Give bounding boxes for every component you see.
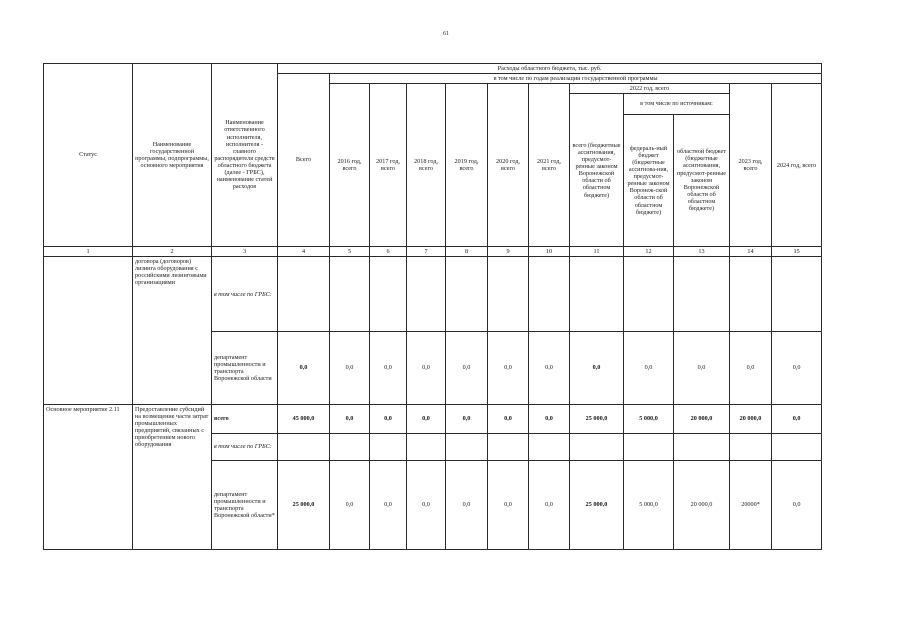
header-2017: 2017 год, всего (370, 84, 407, 247)
dept-label: департамент промышленности и транспорта Воронежской области* (212, 460, 278, 549)
value-cell: 0,0 (370, 460, 407, 549)
program-cell: Предоставление субсидий на возмещение части затрат промышленных предприятий, связанных с приобретением нового оборудования (133, 404, 212, 549)
value-cell: 0,0 (772, 404, 822, 433)
header-by-years: в том числе по годам реализации государственной программы (330, 74, 822, 84)
header-2022-total: всего (бюджетные ассигнования, предусмот-ренные законом Воронежской области об областном бюджете) (570, 94, 624, 246)
value-cell: 0,0 (772, 332, 822, 404)
header-program: Наименование государственной программы, подпрограммы, основного мероприятия (133, 64, 212, 247)
status-cell (44, 257, 133, 404)
header-2020: 2020 год, всего (488, 84, 529, 247)
value-cell: 0,0 (488, 460, 529, 549)
value-cell: 0,0 (330, 332, 370, 404)
value-cell: 0,0 (407, 332, 446, 404)
value-cell: 20000* (730, 460, 772, 549)
value-cell: 0,0 (730, 332, 772, 404)
col-number: 5 (330, 246, 370, 256)
value-cell: 0,0 (407, 404, 446, 433)
value-cell: 20 000,0 (730, 404, 772, 433)
col-number: 12 (624, 246, 674, 256)
col-number: 3 (212, 246, 278, 256)
status-cell: Основное мероприятие 2.11 (44, 404, 133, 549)
value-cell: 0,0 (407, 460, 446, 549)
col-number: 8 (446, 246, 488, 256)
value-cell: 0,0 (370, 332, 407, 404)
value-cell: 0,0 (624, 332, 674, 404)
value-cell: 25 000,0 (570, 460, 624, 549)
col-number: 13 (674, 246, 730, 256)
value-cell: 0,0 (674, 332, 730, 404)
col-number: 4 (278, 246, 330, 256)
header-2021: 2021 год, всего (529, 84, 570, 247)
col-number: 1 (44, 246, 133, 256)
col-number: 10 (529, 246, 570, 256)
header-sources: в том числе по источникам: (624, 94, 730, 114)
header-expenses: Расходы областного бюджета, тыс. руб. (278, 64, 822, 74)
header-2016: 2016 год, всего (330, 84, 370, 247)
header-2023: 2023 год, всего (730, 84, 772, 247)
header-total: Всего (278, 74, 330, 247)
col-number: 15 (772, 246, 822, 256)
value-cell: 0,0 (278, 332, 330, 404)
value-cell: 0,0 (772, 460, 822, 549)
value-cell: 0,0 (446, 404, 488, 433)
value-cell: 0,0 (330, 404, 370, 433)
page-number: 61 (443, 31, 449, 37)
header-2024: 2024 год, всего (772, 84, 822, 247)
grbs-label: в том числе по ГРБС: (212, 433, 278, 460)
value-cell: 0,0 (488, 404, 529, 433)
header-2019: 2019 год, всего (446, 84, 488, 247)
header-2022: 2022 год, всего (570, 84, 730, 94)
header-executor: Наименование ответственного исполнителя, исполнителя - главного распорядителя средств областного бюджета (далее - ГРБС), наименование статей расходов (212, 64, 278, 247)
dept-label: департамент промышленности и транспорта Воронежской области (212, 332, 278, 404)
value-cell: 0,0 (446, 332, 488, 404)
value-cell: 20 000,0 (674, 404, 730, 433)
program-cell: договора (договоров) лизинга оборудования с российскими лизинговыми организациями (133, 257, 212, 404)
value-cell: 0,0 (370, 404, 407, 433)
col-number: 7 (407, 246, 446, 256)
value-cell: 0,0 (488, 332, 529, 404)
value-cell: 0,0 (529, 460, 570, 549)
value-cell: 0,0 (529, 404, 570, 433)
col-number: 9 (488, 246, 529, 256)
grbs-label: в том числе по ГРБС: (212, 257, 278, 332)
value-cell: 20 000,0 (674, 460, 730, 549)
header-status: Статус (44, 64, 133, 247)
header-regional: областной бюджет (бюджетные ассигнования, предусмот-ренные законом Воронежской области об областном бюджете) (674, 114, 730, 246)
budget-table (43, 63, 822, 550)
value-cell: 25 000,0 (570, 404, 624, 433)
value-cell: 25 000,0 (278, 460, 330, 549)
col-number: 2 (133, 246, 212, 256)
value-cell: 0,0 (330, 460, 370, 549)
value-cell: 0,0 (529, 332, 570, 404)
col-number: 11 (570, 246, 624, 256)
header-2018: 2018 год, всего (407, 84, 446, 247)
col-number: 14 (730, 246, 772, 256)
header-federal: федераль-ный бюджет (бюджетные ассигнова-ния, предусмот-ренные законом Воронеж-ской области об областном бюджете) (624, 114, 674, 246)
value-cell: 5 000,0 (624, 460, 674, 549)
value-cell: 45 000,0 (278, 404, 330, 433)
value-cell: 0,0 (446, 460, 488, 549)
value-cell: 0,0 (570, 332, 624, 404)
value-cell: 5 000,0 (624, 404, 674, 433)
col-number: 6 (370, 246, 407, 256)
total-label: всего (212, 404, 278, 433)
